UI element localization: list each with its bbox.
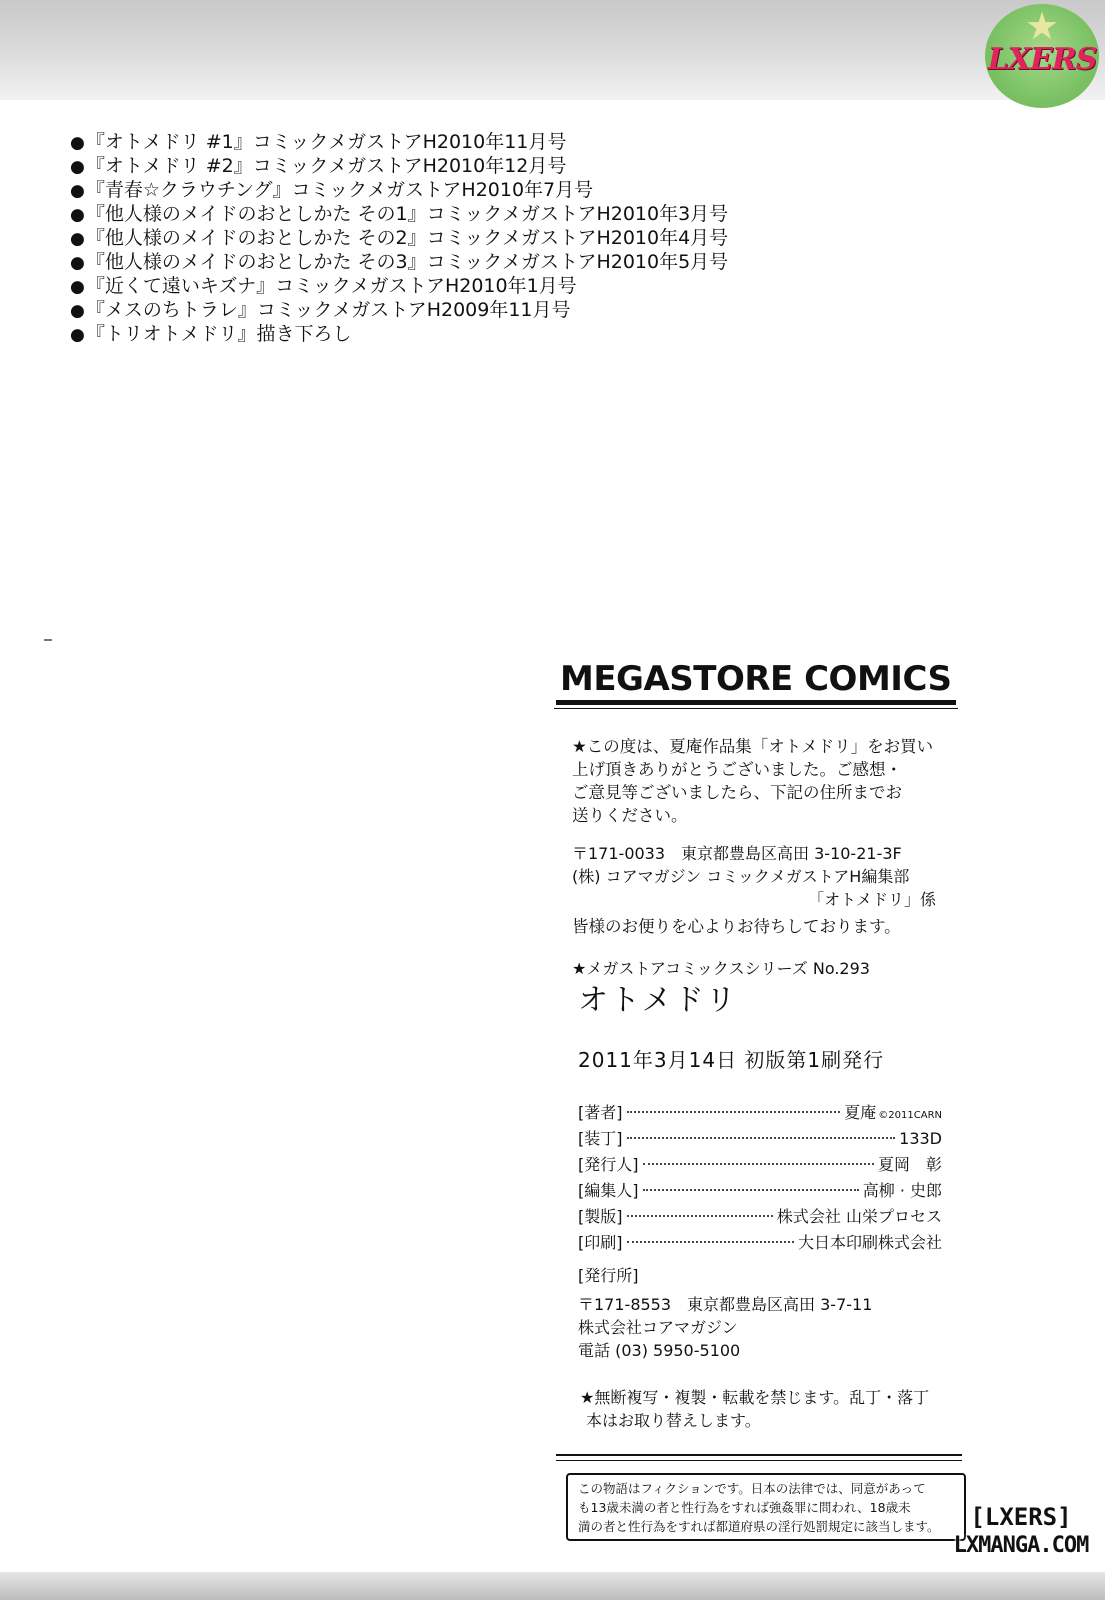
- fiction-line: 満の者と性行為をすれば都道府県の淫行処罰規定に該当します。: [578, 1519, 940, 1534]
- credit-text: 『トリオトメドリ』描き下ろし: [85, 323, 352, 345]
- credit-text: 『オトメドリ #1』コミックメガストアH2010年11月号: [85, 131, 567, 153]
- divider: [556, 700, 956, 705]
- staff-name: 夏岡 彰: [877, 1155, 942, 1174]
- credit-text: 『オトメドリ #2』コミックメガストアH2010年12月号: [85, 155, 567, 177]
- publisher-block: [578, 1264, 968, 1362]
- thanks-line: 送りください。: [572, 806, 688, 825]
- site-logo-text: LXERS: [987, 42, 1097, 77]
- list-item: [70, 322, 728, 346]
- list-item: [70, 202, 728, 226]
- staff-role: [編集人]: [578, 1181, 639, 1200]
- bottom-scan-band: [0, 1572, 1105, 1600]
- staff-row-publisher: [578, 1153, 942, 1177]
- list-item: [70, 130, 728, 154]
- bullet-icon: ●: [70, 157, 85, 177]
- thanks-line: 上げ頂きありがとうございました。ご感想・: [572, 760, 902, 779]
- series-label: ★メガストアコミックスシリーズ No.293: [572, 959, 870, 978]
- credit-text: 『メスのちトラレ』コミックメガストアH2009年11月号: [85, 299, 571, 321]
- credit-text: 『近くて遠いキズナ』コミックメガストアH2010年1月号: [85, 275, 577, 297]
- credit-text: 『他人様のメイドのおとしかた その1』コミックメガストアH2010年3月号: [85, 203, 729, 225]
- leader-dots: [627, 1241, 794, 1243]
- leader-dots: [627, 1111, 841, 1113]
- staff-role: [著者]: [578, 1103, 623, 1122]
- credit-text: 『他人様のメイドのおとしかた その3』コミックメガストアH2010年5月号: [85, 251, 729, 273]
- credit-text: 『他人様のメイドのおとしかた その2』コミックメガストアH2010年4月号: [85, 227, 729, 249]
- address-line: (株) コアマガジン コミックメガストアH編集部: [572, 867, 910, 886]
- list-item: [70, 226, 728, 250]
- staff-name: 高柳 · 史郎: [862, 1181, 942, 1200]
- copyright-mark: ©2011CARN: [878, 1110, 942, 1121]
- site-logo[interactable]: [985, 4, 1099, 108]
- staff-row-editor: [578, 1179, 942, 1203]
- divider: [556, 1454, 962, 1456]
- bullet-icon: ●: [70, 181, 85, 201]
- leader-dots: [643, 1163, 874, 1165]
- address-line: 「オトメドリ」係: [808, 890, 936, 909]
- bullet-icon: ●: [70, 277, 85, 297]
- bullet-icon: ●: [70, 229, 85, 249]
- watermark-url: LXMANGA.COM: [953, 1533, 1089, 1558]
- list-item: [70, 274, 728, 298]
- staff-name: 株式会社 山栄プロセス: [776, 1207, 942, 1226]
- thanks-paragraph: [572, 735, 962, 827]
- publisher-phone: 電話 (03) 5950-5100: [578, 1341, 741, 1360]
- staff-role: [装丁]: [578, 1129, 623, 1148]
- brand-heading: MEGASTORE COMICS: [560, 659, 952, 699]
- book-title: オトメドリ: [578, 983, 738, 1018]
- bullet-icon: ●: [70, 301, 85, 321]
- copyright-notice: [580, 1386, 970, 1432]
- closing-text: 皆様のお便りを心よりお待ちしております。: [572, 917, 901, 936]
- notice-line: ★無断複写・複製・転載を禁じます。乱丁・落丁: [580, 1388, 930, 1407]
- publisher-address: 〒171-8553 東京都豊島区高田 3-7-11: [578, 1295, 873, 1314]
- thanks-line: ★この度は、夏庵作品集「オトメドリ」をお買い: [572, 737, 934, 756]
- publisher-company: 株式会社コアマガジン: [578, 1318, 738, 1337]
- bullet-icon: ●: [70, 325, 85, 345]
- fiction-notice-box: [566, 1473, 966, 1541]
- staff-role: [製版]: [578, 1207, 623, 1226]
- credit-text: 『青春☆クラウチング』コミックメガストアH2010年7月号: [85, 179, 594, 201]
- leader-dots: [627, 1215, 773, 1217]
- staff-role: [発行人]: [578, 1155, 639, 1174]
- staff-row-design: [578, 1127, 942, 1151]
- top-scan-band: [0, 0, 1105, 100]
- editorial-address: [572, 842, 962, 911]
- list-item: [70, 154, 728, 178]
- site-watermark: [946, 1502, 1096, 1560]
- divider: [554, 708, 958, 709]
- staff-row-plate: [578, 1205, 942, 1229]
- watermark-line: [LXERS]: [970, 1503, 1072, 1531]
- story-credits-list: [70, 130, 728, 346]
- publisher-label: [発行所]: [578, 1266, 639, 1285]
- staff-row-printing: [578, 1231, 942, 1255]
- staff-name: 133D: [899, 1129, 942, 1148]
- scan-mark: [44, 639, 52, 641]
- star-icon: ★: [1024, 4, 1060, 48]
- fiction-line: も13歳未満の者と性行為をすれば強姦罪に問われ、18歳未: [578, 1500, 911, 1515]
- notice-line: 本はお取り替えします。: [586, 1411, 761, 1430]
- list-item: [70, 250, 728, 274]
- leader-dots: [627, 1137, 896, 1139]
- fiction-line: この物語はフィクションです。日本の法律では、同意があって: [578, 1481, 926, 1496]
- bullet-icon: ●: [70, 205, 85, 225]
- staff-name: 大日本印刷株式会社: [797, 1233, 942, 1252]
- bullet-icon: ●: [70, 133, 85, 153]
- list-item: [70, 178, 728, 202]
- address-line: 〒171-0033 東京都豊島区高田 3-10-21-3F: [572, 844, 902, 863]
- leader-dots: [643, 1189, 859, 1191]
- thanks-line: ご意見等ございましたら、下記の住所までお: [572, 783, 902, 802]
- issue-date: 2011年3月14日 初版第1刷発行: [578, 1048, 885, 1072]
- list-item: [70, 298, 728, 322]
- staff-row-author: [578, 1101, 942, 1125]
- bullet-icon: ●: [70, 253, 85, 273]
- divider: [556, 1460, 962, 1461]
- staff-role: [印刷]: [578, 1233, 623, 1252]
- staff-name: 夏庵: [844, 1103, 877, 1122]
